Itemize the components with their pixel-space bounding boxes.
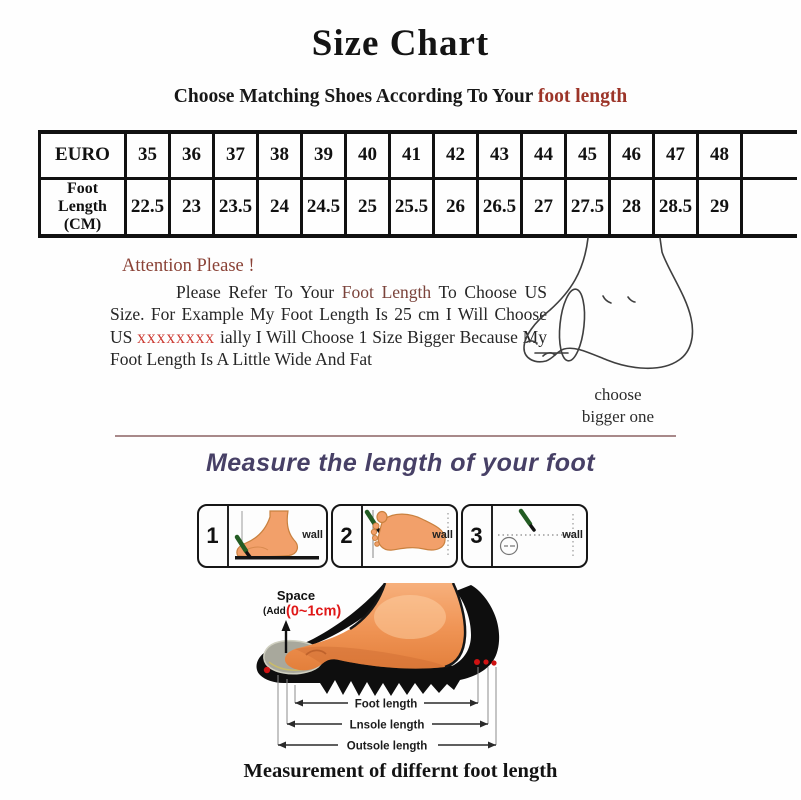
foot-length-cell: 25.5 (390, 178, 434, 236)
attention-paragraph (110, 281, 547, 371)
foot-length-header-line: Length (58, 197, 107, 215)
foot-length-cell: 26.5 (478, 178, 522, 236)
heel-marker-dot (483, 659, 488, 664)
euro-size-cell: 41 (390, 132, 434, 178)
euro-size-cell: 45 (566, 132, 610, 178)
size-row-euro (40, 132, 797, 178)
subtitle (0, 86, 801, 108)
foot-length-cell: 28 (610, 178, 654, 236)
euro-size-cell: 42 (434, 132, 478, 178)
add-prefix-label: (Add (263, 606, 286, 617)
page-title: Size Chart (311, 23, 490, 64)
wall-label: wall (562, 529, 583, 541)
section-divider (115, 435, 676, 437)
attention-text: ially I Will Choose 1 Size Bigger Because My Foot Length Is A Little Wide And Fat (110, 326, 547, 370)
subtitle-highlight: foot length (537, 86, 628, 107)
choose-bigger-line: bigger one (581, 407, 655, 426)
attention-text: Please Refer To Your (176, 282, 342, 302)
foot-length-cell: 24 (258, 178, 302, 236)
insole-length-label: Lnsole length (349, 719, 425, 732)
choose-bigger-line: choose (594, 385, 642, 404)
attention-text: To Choose US Size. For Example My Foot Length Is 25 cm I Will Choose US (110, 282, 547, 347)
wall-label: wall (302, 529, 323, 541)
step-panel-1 (197, 504, 328, 568)
foot-length-cell: 22.5 (126, 178, 170, 236)
euro-size-cell: 39 (302, 132, 346, 178)
euro-size-cell: 46 (610, 132, 654, 178)
euro-size-cell: 44 (522, 132, 566, 178)
euro-header-cell: EURO (40, 132, 126, 178)
euro-size-cell: 47 (654, 132, 698, 178)
foot-length-cell: 26 (434, 178, 478, 236)
bottom-caption: Measurement of differnt foot length (243, 760, 558, 782)
euro-size-cell: 43 (478, 132, 522, 178)
ankle-mark (603, 296, 611, 303)
toe-marker-dot (264, 667, 270, 673)
panel-divider (491, 506, 493, 566)
foot-outline (524, 238, 693, 368)
foot-length-cell: 23.5 (214, 178, 258, 236)
heel-marker-dot (491, 660, 496, 665)
measure-heading: Measure the length of your foot (205, 449, 596, 477)
table-filler-cell (742, 132, 797, 178)
choose-bigger-note (551, 384, 685, 428)
attention-heading: Attention Please ! (122, 256, 255, 276)
foot-length-cell: 25 (346, 178, 390, 236)
attention-foot-length-highlight: Foot Length (341, 282, 432, 302)
panel-divider (227, 506, 229, 566)
space-label: Space (276, 588, 316, 603)
step-panel-2 (331, 504, 458, 568)
step-number: 3 (470, 523, 483, 548)
euro-size-cell: 35 (126, 132, 170, 178)
foot-length-cell: 23 (170, 178, 214, 236)
table-filler-cell (742, 178, 797, 236)
foot-length-cell: 27 (522, 178, 566, 236)
foot-length-cell: 24.5 (302, 178, 346, 236)
foot-length-cell: 29 (698, 178, 742, 236)
heel-marker-dot (474, 659, 480, 665)
foot-length-cell: 27.5 (566, 178, 610, 236)
foot-length-label: Foot length (354, 698, 418, 711)
panel-divider (361, 506, 363, 566)
foot-length-header-line: Foot (66, 179, 99, 197)
toe-detail (527, 341, 537, 344)
euro-size-cell: 48 (698, 132, 742, 178)
ankle-mark (628, 297, 635, 302)
foot-length-header-line: (CM) (63, 215, 102, 233)
euro-size-cell: 37 (214, 132, 258, 178)
euro-size-cell: 40 (346, 132, 390, 178)
step-number: 1 (206, 523, 219, 548)
step-panel-3 (461, 504, 588, 568)
add-value-label: (0~1cm) (286, 603, 342, 620)
foot-sketch-drawing (515, 236, 725, 376)
wall-label: wall (432, 529, 453, 541)
step-number: 2 (340, 523, 353, 548)
euro-size-cell: 36 (170, 132, 214, 178)
redacted-size-text: xxxxxxxx (137, 326, 216, 347)
foot-length-header-cell (40, 178, 126, 236)
outsole-length-label: Outsole length (346, 740, 428, 753)
pencil-icon (521, 511, 530, 524)
foot-measurement-diagram (250, 583, 570, 761)
size-row-footlength (40, 178, 797, 236)
euro-size-cell: 38 (258, 132, 302, 178)
subtitle-text: Choose Matching Shoes According To Your (173, 86, 538, 107)
foot-length-cell: 28.5 (654, 178, 698, 236)
size-table (38, 130, 797, 238)
